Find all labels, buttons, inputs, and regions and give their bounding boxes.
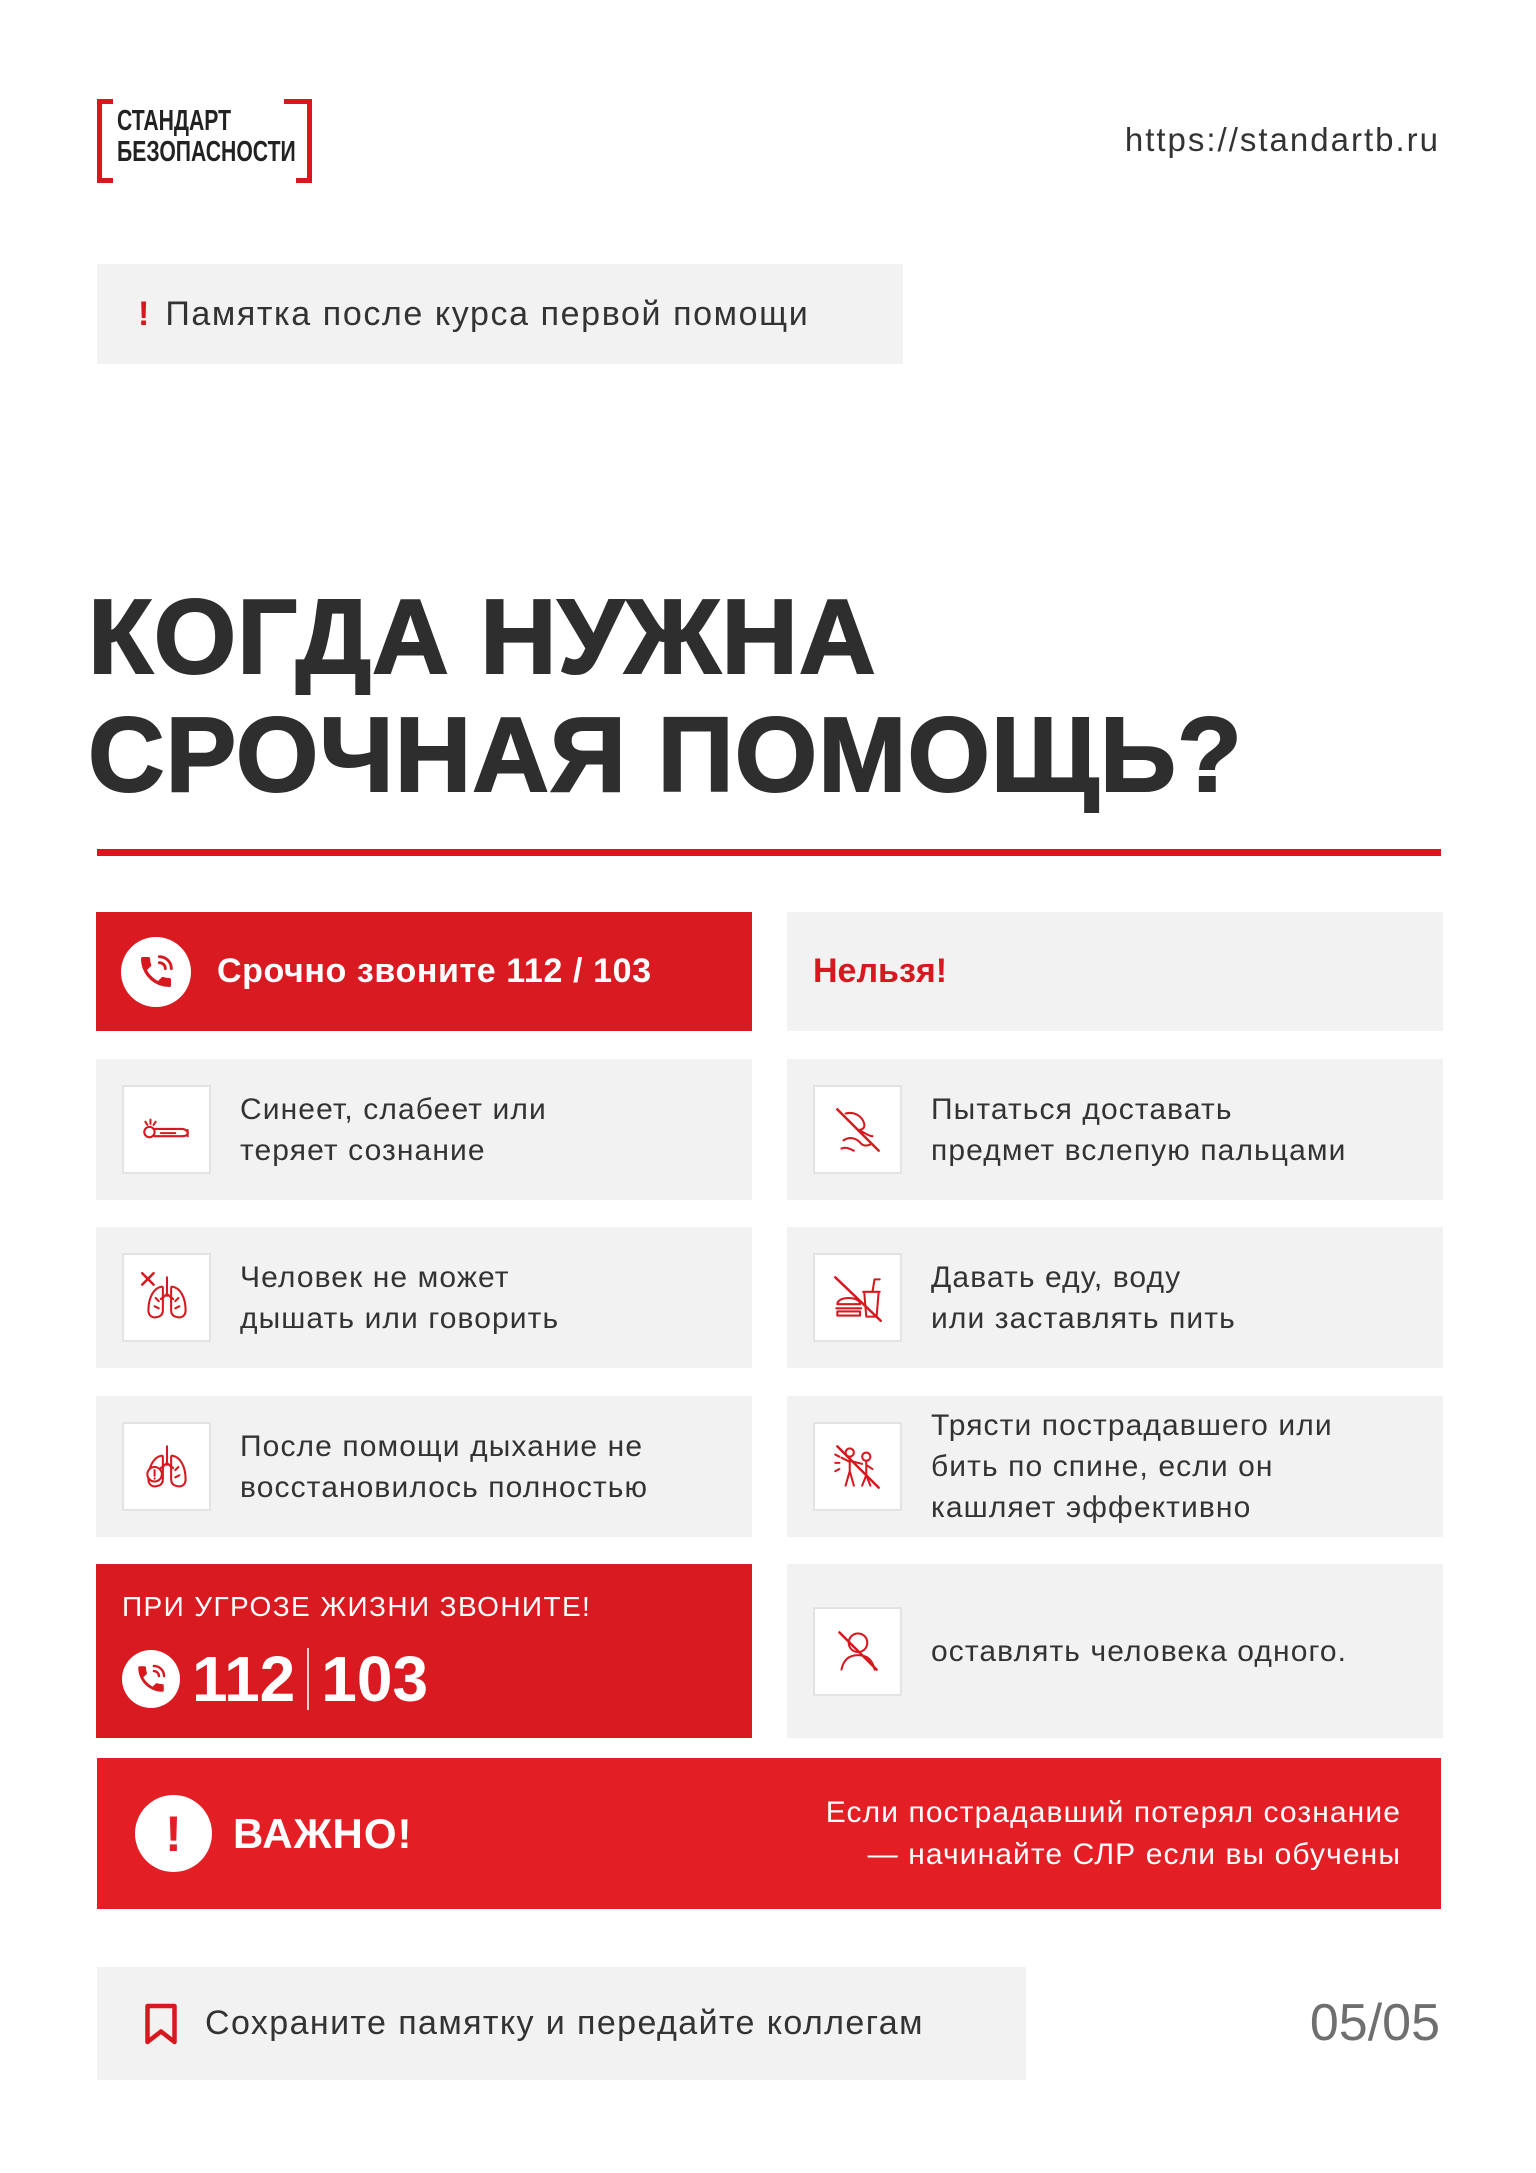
number-divider [307,1648,309,1710]
dont-card [787,1564,1443,1738]
save-memo-note [97,1967,1026,2080]
important-banner [97,1758,1441,1909]
important-text-line: Если пострадавший потерял сознание [825,1795,1401,1829]
phone-icon [134,1662,168,1696]
icon-frame [813,1253,902,1342]
shaking-crossed-icon [827,1436,889,1498]
icon-frame [813,1607,902,1696]
icon-frame [813,1085,902,1174]
title-line-2: СРОЧНАЯ ПОМОЩЬ? [88,696,1243,814]
icon-frame [813,1422,902,1511]
title-line-1: КОГДА НУЖНА [88,578,877,696]
site-url: https://standartb.ru [1124,121,1440,158]
logo-left-bracket [97,99,113,183]
dont-text-line: оставлять человека одного. [931,1634,1348,1668]
symptom-text [240,1426,648,1508]
phone-icon-circle [122,1650,180,1708]
logo [97,99,312,183]
save-memo-text: Сохраните памятку и передайте коллегам [205,2004,924,2042]
food-drink-crossed-icon [827,1267,889,1329]
dont-card [787,1227,1443,1368]
icon-frame [122,1085,211,1174]
logo-line-1: СТАНДАРТ [117,105,232,137]
important-text [826,1792,1401,1876]
dont-text [931,1405,1333,1528]
title-divider [97,849,1441,856]
dont-header-card [787,912,1443,1031]
logo-right-bracket [296,99,312,183]
symptom-card [96,1227,752,1368]
dont-text-line: предмет вслепую пальцами [931,1133,1347,1167]
dont-card [787,1396,1443,1537]
symptom-text-line: Синеет, слабеет или [240,1092,547,1126]
symptom-text-line: теряет сознание [240,1133,486,1167]
emergency-numbers [122,1644,428,1714]
lungs-crossed-icon [136,1267,198,1329]
dont-text-line: бить по спине, если он [931,1450,1274,1483]
symptom-text [240,1089,547,1171]
dont-text [931,1257,1236,1339]
memo-tag-text: Памятка после курса первой помощи [165,294,810,333]
dont-text-line: Пытаться доставать [931,1092,1233,1126]
symptom-card [96,1059,752,1200]
dont-text-line: кашляет эффективно [931,1491,1252,1524]
call-header-label: Срочно звоните 112 / 103 [217,952,652,990]
dont-text [931,1089,1346,1171]
exclamation-icon: ! [138,294,150,333]
dont-text-line: Трясти пострадавшего или [931,1409,1333,1442]
call-header-card [96,912,752,1031]
icon-frame [122,1253,211,1342]
memo-tag [97,264,903,364]
important-text-line: — начинайте СЛР если вы обучены [867,1837,1401,1871]
emergency-number-112: 112 [192,1643,296,1715]
emergency-label: ПРИ УГРОЗЕ ЖИЗНИ ЗВОНИТЕ! [122,1591,592,1622]
icon-frame [122,1422,211,1511]
symptom-card [96,1396,752,1537]
emergency-number-103: 103 [321,1643,429,1715]
page-title [88,578,1243,814]
exclamation-icon: ! [135,1795,212,1872]
logo-line-2: БЕЗОПАСНОСТИ [117,136,296,168]
phone-icon-circle [121,937,191,1007]
dont-header-label: Нельзя! [813,952,948,990]
dont-text-line: или заставлять пить [931,1301,1236,1335]
person-crossed-icon [827,1620,889,1682]
dont-text [931,1631,1347,1672]
symptom-text [240,1257,559,1339]
bookmark-icon [143,2001,179,2047]
emergency-call-card [96,1564,752,1738]
hand-in-mouth-crossed-icon [827,1099,889,1161]
important-label: ВАЖНО! [233,1809,413,1857]
page-number: 05/05 [1309,1994,1440,2052]
phone-icon [136,952,176,992]
logo-text [117,106,296,168]
symptom-text-line: После помощи дыхание не [240,1429,644,1463]
dont-text-line: Давать еду, воду [931,1260,1182,1294]
symptom-text-line: дышать или говорить [240,1301,560,1335]
dont-card [787,1059,1443,1200]
symptom-text-line: восстановилось полностью [240,1470,649,1504]
symptom-text-line: Человек не может [240,1260,510,1294]
person-lying-icon [136,1099,198,1161]
lungs-alert-icon [136,1436,198,1498]
logo-bracket-tick [284,99,312,104]
